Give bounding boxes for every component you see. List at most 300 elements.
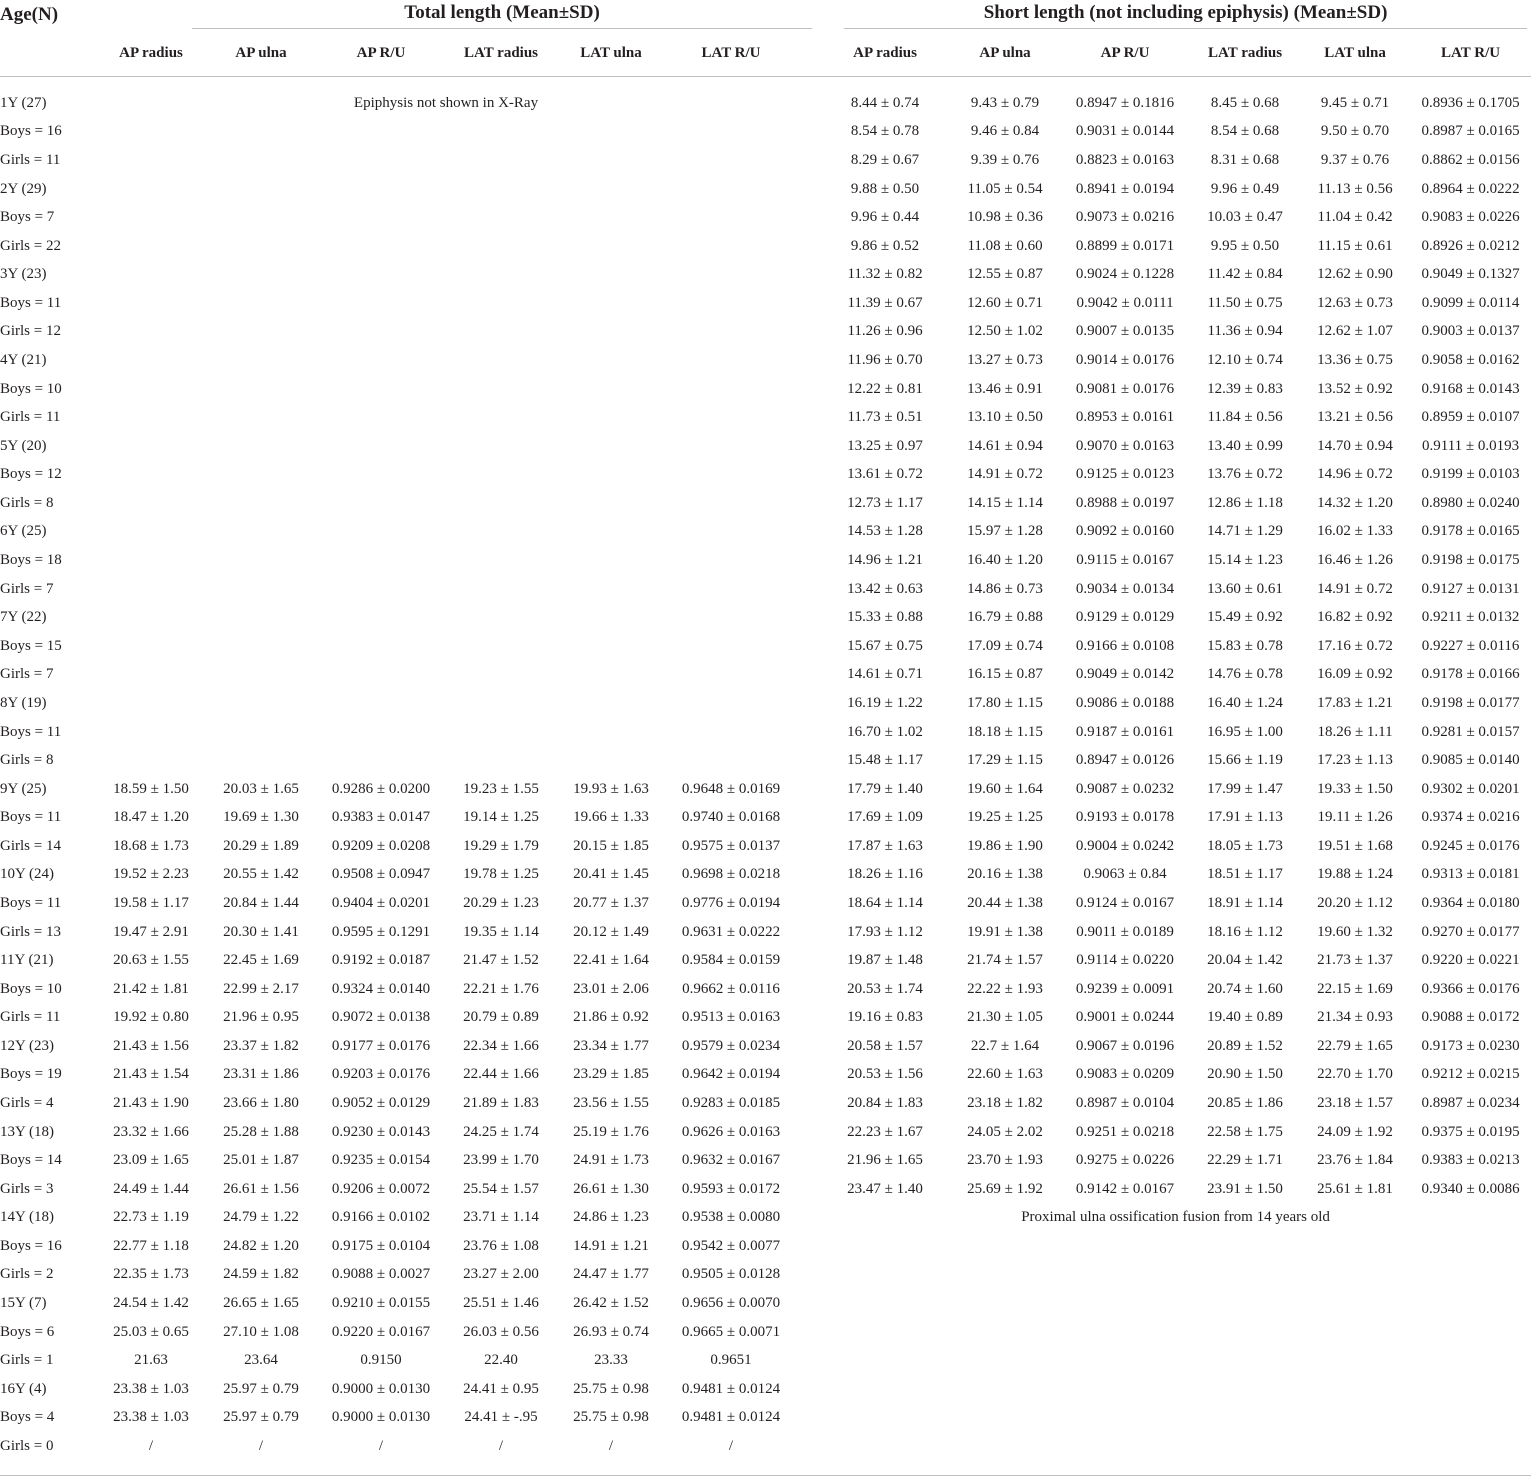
short-value-cell: 14.91 ± 0.72 xyxy=(1317,580,1393,597)
gap-cell xyxy=(796,1146,820,1175)
short-value-cell: 16.46 ± 1.26 xyxy=(1317,552,1393,569)
total-sub-header: LAT radius xyxy=(446,30,556,77)
total-value-cell: 0.9648 ± 0.0169 xyxy=(681,780,781,797)
gap-cell xyxy=(796,461,820,490)
gap-cell xyxy=(796,1089,820,1118)
table-row xyxy=(0,1175,1531,1204)
total-value-cell: 0.9505 ± 0.0128 xyxy=(681,1266,781,1283)
short-value-cell: 19.88 ± 1.24 xyxy=(1317,866,1393,883)
total-sub-header: AP ulna xyxy=(206,30,316,77)
short-value-cell: 17.99 ± 1.47 xyxy=(1207,780,1283,797)
table-row xyxy=(0,175,1531,204)
table-row xyxy=(0,375,1531,404)
table-row xyxy=(0,803,1531,832)
gap-cell xyxy=(796,289,820,318)
total-value-cell: 22.44 ± 1.66 xyxy=(463,1066,539,1083)
total-value-cell: 0.9088 ± 0.0027 xyxy=(331,1266,431,1283)
spacer-row xyxy=(0,77,1531,90)
total-value-cell: 0.9776 ± 0.0194 xyxy=(681,894,781,911)
age-cell: Girls = 2 xyxy=(0,1266,54,1283)
short-value-cell: 12.55 ± 0.87 xyxy=(967,266,1043,283)
total-value-cell: 0.9584 ± 0.0159 xyxy=(681,952,781,969)
total-value-cell: 0.9632 ± 0.0167 xyxy=(681,1152,781,1169)
short-value-cell: 13.10 ± 0.50 xyxy=(967,409,1043,426)
gap-cell xyxy=(796,1232,820,1261)
table-row xyxy=(0,518,1531,547)
total-value-cell: 22.35 ± 1.73 xyxy=(113,1266,189,1283)
short-value-cell: 0.9220 ± 0.0221 xyxy=(1421,952,1520,969)
short-value-cell: 19.87 ± 1.48 xyxy=(847,952,923,969)
short-value-cell: 22.23 ± 1.67 xyxy=(847,1123,923,1140)
short-value-cell: 16.70 ± 1.02 xyxy=(847,723,923,740)
age-cell: Girls = 7 xyxy=(0,666,54,683)
age-cell: Girls = 1 xyxy=(0,1352,54,1369)
table-row xyxy=(0,1261,1531,1290)
short-value-cell: 19.16 ± 0.83 xyxy=(847,1009,923,1026)
total-value-cell: / xyxy=(148,1437,154,1454)
short-value-cell: 21.34 ± 0.93 xyxy=(1317,1009,1393,1026)
short-value-cell: 0.9086 ± 0.0188 xyxy=(1075,694,1175,711)
short-value-cell: 0.9245 ± 0.0176 xyxy=(1421,837,1520,854)
table-row xyxy=(0,575,1531,604)
short-value-cell: 13.27 ± 0.73 xyxy=(967,351,1043,368)
gap-header xyxy=(796,30,820,77)
short-value-cell: 9.50 ± 0.70 xyxy=(1320,123,1390,140)
total-value-cell: 22.73 ± 1.19 xyxy=(113,1209,189,1226)
total-value-cell: / xyxy=(728,1437,734,1454)
short-value-cell: 11.04 ± 0.42 xyxy=(1317,209,1393,226)
short-value-cell: 0.9270 ± 0.0177 xyxy=(1421,923,1520,940)
short-value-cell: 14.76 ± 0.78 xyxy=(1207,666,1283,683)
short-value-cell: 0.8899 ± 0.0171 xyxy=(1075,237,1175,254)
total-value-cell: 0.9542 ± 0.0077 xyxy=(681,1237,781,1254)
short-value-cell: 24.05 ± 2.02 xyxy=(967,1123,1043,1140)
short-value-cell: 14.96 ± 1.21 xyxy=(847,552,923,569)
total-value-cell: 26.93 ± 0.74 xyxy=(573,1323,649,1340)
gap-cell xyxy=(796,1204,820,1233)
total-value-cell: 0.9286 ± 0.0200 xyxy=(331,780,431,797)
total-value-cell: 0.9150 xyxy=(360,1352,402,1369)
short-value-cell: 13.61 ± 0.72 xyxy=(847,466,923,483)
short-value-cell: 0.9004 ± 0.0242 xyxy=(1075,837,1175,854)
short-value-cell: 15.67 ± 0.75 xyxy=(847,637,923,654)
short-value-cell: 19.33 ± 1.50 xyxy=(1317,780,1393,797)
total-value-cell: 19.23 ± 1.55 xyxy=(463,780,539,797)
short-value-cell: 9.96 ± 0.49 xyxy=(1210,180,1280,197)
total-value-cell: 24.59 ± 1.82 xyxy=(223,1266,299,1283)
short-value-cell: 0.9111 ± 0.0193 xyxy=(1422,437,1520,454)
total-value-cell: 27.10 ± 1.08 xyxy=(223,1323,299,1340)
total-value-cell: 25.97 ± 0.79 xyxy=(223,1409,299,1426)
short-value-cell: 11.42 ± 0.84 xyxy=(1207,266,1283,283)
gap-cell xyxy=(796,1175,820,1204)
short-value-cell: 8.29 ± 0.67 xyxy=(850,151,920,168)
total-sub-header: LAT R/U xyxy=(666,30,796,77)
total-value-cell: 0.9383 ± 0.0147 xyxy=(331,809,431,826)
total-value-cell: 21.43 ± 1.90 xyxy=(113,1095,189,1112)
total-value-cell: 26.42 ± 1.52 xyxy=(573,1295,649,1312)
age-cell: Boys = 11 xyxy=(0,723,62,740)
short-value-cell: 25.61 ± 1.81 xyxy=(1317,1180,1393,1197)
short-value-cell: 0.9211 ± 0.0132 xyxy=(1421,609,1520,626)
total-value-cell: 0.9209 ± 0.0208 xyxy=(331,837,431,854)
total-value-cell: 0.9508 ± 0.0947 xyxy=(331,866,431,883)
age-cell: Girls = 4 xyxy=(0,1095,54,1112)
short-value-cell: 9.39 ± 0.76 xyxy=(970,151,1040,168)
short-value-cell: 0.8947 ± 0.0126 xyxy=(1075,752,1175,769)
empty-total-cell xyxy=(96,203,796,232)
total-value-cell: 0.9210 ± 0.0155 xyxy=(331,1295,431,1312)
age-cell: Girls = 3 xyxy=(0,1180,54,1197)
short-value-cell: 0.9375 ± 0.0195 xyxy=(1421,1123,1520,1140)
short-value-cell: 0.9275 ± 0.0226 xyxy=(1075,1152,1175,1169)
total-value-cell: 20.63 ± 1.55 xyxy=(113,952,189,969)
age-header: Age(N) xyxy=(0,4,59,25)
short-value-cell: 20.84 ± 1.83 xyxy=(847,1095,923,1112)
short-value-cell: 0.9227 ± 0.0116 xyxy=(1421,637,1520,654)
short-value-cell: 23.18 ± 1.82 xyxy=(967,1095,1043,1112)
short-value-cell: 0.8947 ± 0.1816 xyxy=(1075,94,1175,111)
age-cell: 4Y (21) xyxy=(0,351,47,368)
short-value-cell: 13.21 ± 0.56 xyxy=(1317,409,1393,426)
short-value-cell: 0.9366 ± 0.0176 xyxy=(1421,980,1520,997)
age-cell: 16Y (4) xyxy=(0,1380,47,1397)
total-value-cell: 20.29 ± 1.89 xyxy=(223,837,299,854)
short-value-cell: 18.51 ± 1.17 xyxy=(1207,866,1283,883)
total-value-cell: 24.41 ± -.95 xyxy=(464,1409,538,1426)
short-value-cell: 0.9087 ± 0.0232 xyxy=(1075,780,1175,797)
short-value-cell: 20.44 ± 1.38 xyxy=(967,894,1043,911)
short-sub-header: AP radius xyxy=(820,30,950,77)
total-value-cell: 20.29 ± 1.23 xyxy=(463,894,539,911)
short-value-cell: 23.76 ± 1.84 xyxy=(1317,1152,1393,1169)
total-value-cell: 0.9072 ± 0.0138 xyxy=(331,1009,431,1026)
total-value-cell: 24.54 ± 1.42 xyxy=(113,1295,189,1312)
short-value-cell: 0.9114 ± 0.0220 xyxy=(1076,952,1174,969)
empty-total-cell xyxy=(96,375,796,404)
total-value-cell: 0.9593 ± 0.0172 xyxy=(681,1180,781,1197)
table-row xyxy=(0,689,1531,718)
short-value-cell: 17.83 ± 1.21 xyxy=(1317,694,1393,711)
short-value-cell: 21.30 ± 1.05 xyxy=(967,1009,1043,1026)
table-row xyxy=(0,461,1531,490)
total-value-cell: 0.9481 ± 0.0124 xyxy=(681,1380,781,1397)
short-value-cell: 23.18 ± 1.57 xyxy=(1317,1095,1393,1112)
age-cell: 7Y (22) xyxy=(0,609,47,626)
short-value-cell: 16.15 ± 0.87 xyxy=(967,666,1043,683)
table-row xyxy=(0,1318,1531,1347)
short-value-cell: 20.16 ± 1.38 xyxy=(967,866,1043,883)
total-value-cell: 22.34 ± 1.66 xyxy=(463,1037,539,1054)
empty-short-cell xyxy=(820,1375,1531,1404)
empty-total-cell xyxy=(96,661,796,690)
table-row xyxy=(0,489,1531,518)
short-value-cell: 12.50 ± 1.02 xyxy=(967,323,1043,340)
short-value-cell: 19.60 ± 1.32 xyxy=(1317,923,1393,940)
short-value-cell: 20.58 ± 1.57 xyxy=(847,1037,923,1054)
short-value-cell: 0.8926 ± 0.0212 xyxy=(1421,237,1520,254)
total-value-cell: 19.47 ± 2.91 xyxy=(113,923,189,940)
short-value-cell: 18.16 ± 1.12 xyxy=(1207,923,1283,940)
short-value-cell: 0.8953 ± 0.0161 xyxy=(1075,409,1175,426)
short-value-cell: 0.9383 ± 0.0213 xyxy=(1421,1152,1520,1169)
table-row xyxy=(0,432,1531,461)
table-row xyxy=(0,746,1531,775)
gap-cell xyxy=(796,1346,820,1375)
short-value-cell: 14.61 ± 0.71 xyxy=(847,666,923,683)
total-value-cell: 0.9575 ± 0.0137 xyxy=(681,837,781,854)
short-value-cell: 11.36 ± 0.94 xyxy=(1207,323,1283,340)
total-length-label: Total length (Mean±SD) xyxy=(192,2,812,29)
short-value-cell: 0.9001 ± 0.0244 xyxy=(1075,1009,1175,1026)
short-sub-header: AP ulna xyxy=(950,30,1060,77)
total-value-cell: 18.59 ± 1.50 xyxy=(113,780,189,797)
total-value-cell: 0.9324 ± 0.0140 xyxy=(331,980,431,997)
short-value-cell: 14.61 ± 0.94 xyxy=(967,437,1043,454)
short-sub-header: LAT radius xyxy=(1190,30,1300,77)
short-value-cell: 21.74 ± 1.57 xyxy=(967,952,1043,969)
empty-short-cell xyxy=(820,1404,1531,1433)
short-value-cell: 17.93 ± 1.12 xyxy=(847,923,923,940)
age-cell: Boys = 10 xyxy=(0,980,62,997)
age-cell: Boys = 4 xyxy=(0,1409,55,1426)
gap-cell xyxy=(796,1375,820,1404)
short-value-cell: 20.89 ± 1.52 xyxy=(1207,1037,1283,1054)
gap-cell xyxy=(796,232,820,261)
table-row xyxy=(0,1289,1531,1318)
age-cell: 5Y (20) xyxy=(0,437,47,454)
short-value-cell: 13.52 ± 0.92 xyxy=(1317,380,1393,397)
short-value-cell: 0.8988 ± 0.0197 xyxy=(1075,494,1175,511)
short-value-cell: 15.83 ± 0.78 xyxy=(1207,637,1283,654)
gap-cell xyxy=(796,375,820,404)
total-value-cell: 23.29 ± 1.85 xyxy=(573,1066,649,1083)
total-value-cell: 24.49 ± 1.44 xyxy=(113,1180,189,1197)
short-length-label: Short length (not including epiphysis) (Mean±SD) xyxy=(844,2,1527,29)
short-value-cell: 18.26 ± 1.16 xyxy=(847,866,923,883)
short-value-cell: 0.9099 ± 0.0114 xyxy=(1421,294,1520,311)
age-cell: Boys = 15 xyxy=(0,637,62,654)
total-value-cell: 20.12 ± 1.49 xyxy=(573,923,649,940)
sub-header-blank xyxy=(0,30,96,77)
age-cell: Boys = 14 xyxy=(0,1152,62,1169)
total-value-cell: 23.31 ± 1.86 xyxy=(223,1066,299,1083)
short-value-cell: 12.63 ± 0.73 xyxy=(1317,294,1393,311)
short-value-cell: 0.9251 ± 0.0218 xyxy=(1075,1123,1175,1140)
short-value-cell: 11.08 ± 0.60 xyxy=(967,237,1043,254)
total-value-cell: 25.19 ± 1.76 xyxy=(573,1123,649,1140)
total-value-cell: 19.35 ± 1.14 xyxy=(463,923,539,940)
age-cell: 14Y (18) xyxy=(0,1209,55,1226)
total-value-cell: 25.28 ± 1.88 xyxy=(223,1123,299,1140)
spacer-cell xyxy=(0,77,1531,90)
short-value-cell: 11.26 ± 0.96 xyxy=(847,323,923,340)
short-value-cell: 0.9067 ± 0.0196 xyxy=(1075,1037,1175,1054)
epiphysis-note: Epiphysis not shown in X-Ray xyxy=(353,94,539,111)
total-value-cell: 19.58 ± 1.17 xyxy=(113,894,189,911)
table-row xyxy=(0,1232,1531,1261)
gap-cell xyxy=(796,603,820,632)
short-value-cell: 20.53 ± 1.56 xyxy=(847,1066,923,1083)
total-value-cell: 19.92 ± 0.80 xyxy=(113,1009,189,1026)
short-value-cell: 10.03 ± 0.47 xyxy=(1207,209,1283,226)
short-value-cell: 8.44 ± 0.74 xyxy=(850,94,920,111)
age-cell: Boys = 7 xyxy=(0,209,55,226)
short-value-cell: 0.8987 ± 0.0104 xyxy=(1075,1095,1175,1112)
short-value-cell: 13.60 ± 0.61 xyxy=(1207,580,1283,597)
age-cell: Girls = 13 xyxy=(0,923,61,940)
total-sub-header: LAT ulna xyxy=(556,30,666,77)
age-cell: Girls = 0 xyxy=(0,1437,54,1454)
table-row xyxy=(0,661,1531,690)
sub-header-row xyxy=(0,30,1531,77)
total-value-cell: 23.34 ± 1.77 xyxy=(573,1037,649,1054)
total-value-cell: 23.27 ± 2.00 xyxy=(463,1266,539,1283)
table-row xyxy=(0,1375,1531,1404)
total-value-cell: 0.9631 ± 0.0222 xyxy=(681,923,781,940)
short-value-cell: 14.32 ± 1.20 xyxy=(1317,494,1393,511)
total-value-cell: 22.45 ± 1.69 xyxy=(223,952,299,969)
short-value-cell: 22.60 ± 1.63 xyxy=(967,1066,1043,1083)
short-value-cell: 0.9085 ± 0.0140 xyxy=(1421,752,1520,769)
short-value-cell: 0.9024 ± 0.1228 xyxy=(1075,266,1175,283)
empty-total-cell xyxy=(96,718,796,747)
empty-short-cell xyxy=(820,1289,1531,1318)
age-cell: Girls = 14 xyxy=(0,837,61,854)
short-value-cell: 0.9142 ± 0.0167 xyxy=(1075,1180,1175,1197)
short-value-cell: 0.9187 ± 0.0161 xyxy=(1075,723,1175,740)
table-row xyxy=(0,232,1531,261)
gap-cell xyxy=(796,775,820,804)
short-value-cell: 0.9031 ± 0.0144 xyxy=(1075,123,1175,140)
gap-cell xyxy=(796,260,820,289)
total-value-cell: 20.55 ± 1.42 xyxy=(223,866,299,883)
short-value-cell: 0.9364 ± 0.0180 xyxy=(1421,894,1520,911)
total-value-cell: 24.47 ± 1.77 xyxy=(573,1266,649,1283)
empty-total-cell xyxy=(96,518,796,547)
short-value-cell: 8.54 ± 0.68 xyxy=(1210,123,1280,140)
total-value-cell: 24.79 ± 1.22 xyxy=(223,1209,299,1226)
total-value-cell: 22.41 ± 1.64 xyxy=(573,952,649,969)
short-value-cell: 12.86 ± 1.18 xyxy=(1207,494,1283,511)
short-value-cell: 19.25 ± 1.25 xyxy=(967,809,1043,826)
short-value-cell: 10.98 ± 0.36 xyxy=(967,209,1043,226)
short-value-cell: 18.64 ± 1.14 xyxy=(847,894,923,911)
short-value-cell: 18.26 ± 1.11 xyxy=(1317,723,1393,740)
total-value-cell: 0.9642 ± 0.0194 xyxy=(681,1066,781,1083)
age-cell: Boys = 6 xyxy=(0,1323,55,1340)
short-value-cell: 17.80 ± 1.15 xyxy=(967,694,1043,711)
short-value-cell: 20.53 ± 1.74 xyxy=(847,980,923,997)
age-cell: 8Y (19) xyxy=(0,694,47,711)
table-row xyxy=(0,1061,1531,1090)
empty-total-cell xyxy=(96,489,796,518)
total-value-cell: 0.9192 ± 0.0187 xyxy=(331,952,431,969)
total-value-cell: 23.37 ± 1.82 xyxy=(223,1037,299,1054)
short-value-cell: 21.96 ± 1.65 xyxy=(847,1152,923,1169)
short-value-cell: 0.9124 ± 0.0167 xyxy=(1075,894,1175,911)
empty-total-cell xyxy=(96,603,796,632)
empty-total-cell xyxy=(96,461,796,490)
total-value-cell: 21.42 ± 1.81 xyxy=(113,980,189,997)
gap-cell xyxy=(796,718,820,747)
total-value-cell: 0.9538 ± 0.0080 xyxy=(681,1209,781,1226)
total-value-cell: 20.79 ± 0.89 xyxy=(463,1009,539,1026)
total-value-cell: 20.15 ± 1.85 xyxy=(573,837,649,854)
table-row xyxy=(0,832,1531,861)
total-value-cell: 18.47 ± 1.20 xyxy=(113,809,189,826)
total-value-cell: 20.30 ± 1.41 xyxy=(223,923,299,940)
total-value-cell: 19.78 ± 1.25 xyxy=(463,866,539,883)
total-value-cell: 21.86 ± 0.92 xyxy=(573,1009,649,1026)
short-value-cell: 16.40 ± 1.20 xyxy=(967,552,1043,569)
table-row xyxy=(0,1004,1531,1033)
age-cell: 6Y (25) xyxy=(0,523,47,540)
table-row xyxy=(0,289,1531,318)
total-value-cell: 0.9740 ± 0.0168 xyxy=(681,809,781,826)
total-value-cell: 0.9235 ± 0.0154 xyxy=(331,1152,431,1169)
total-value-cell: / xyxy=(498,1437,504,1454)
short-value-cell: 13.40 ± 0.99 xyxy=(1207,437,1283,454)
gap-cell xyxy=(796,175,820,204)
short-value-cell: 15.48 ± 1.17 xyxy=(847,752,923,769)
table-row xyxy=(0,632,1531,661)
total-sub-header: AP radius xyxy=(96,30,206,77)
total-value-cell: 0.9175 ± 0.0104 xyxy=(331,1237,431,1254)
total-value-cell: 19.66 ± 1.33 xyxy=(573,809,649,826)
short-value-cell: 19.11 ± 1.26 xyxy=(1317,809,1393,826)
age-cell: Girls = 8 xyxy=(0,752,54,769)
total-value-cell: 0.9656 ± 0.0070 xyxy=(681,1295,781,1312)
table-row xyxy=(0,603,1531,632)
total-value-cell: 18.68 ± 1.73 xyxy=(113,837,189,854)
total-value-cell: 0.9230 ± 0.0143 xyxy=(331,1123,431,1140)
short-value-cell: 17.91 ± 1.13 xyxy=(1207,809,1283,826)
total-value-cell: 0.9665 ± 0.0071 xyxy=(681,1323,781,1340)
gap-cell xyxy=(796,1432,820,1461)
short-value-cell: 12.62 ± 1.07 xyxy=(1317,323,1393,340)
gap-cell xyxy=(796,632,820,661)
age-cell: Boys = 16 xyxy=(0,123,62,140)
short-value-cell: 0.9063 ± 0.84 xyxy=(1083,866,1167,883)
age-cell: Girls = 8 xyxy=(0,494,54,511)
table-row xyxy=(0,546,1531,575)
short-value-cell: 9.45 ± 0.71 xyxy=(1320,94,1390,111)
short-value-cell: 0.9302 ± 0.0201 xyxy=(1421,780,1520,797)
gap-cell xyxy=(796,575,820,604)
short-value-cell: 0.9049 ± 0.0142 xyxy=(1075,666,1175,683)
age-cell: Boys = 11 xyxy=(0,894,62,911)
short-value-cell: 20.04 ± 1.42 xyxy=(1207,952,1283,969)
short-value-cell: 19.91 ± 1.38 xyxy=(967,923,1043,940)
total-value-cell: 23.38 ± 1.03 xyxy=(113,1409,189,1426)
table-row xyxy=(0,1089,1531,1118)
short-sub-header: LAT R/U xyxy=(1410,30,1531,77)
age-cell: 11Y (21) xyxy=(0,952,54,969)
total-value-cell: 25.51 ± 1.46 xyxy=(463,1295,539,1312)
total-value-cell: 21.89 ± 1.83 xyxy=(463,1095,539,1112)
table-row xyxy=(0,318,1531,347)
age-cell: Boys = 11 xyxy=(0,294,62,311)
total-value-cell: 26.61 ± 1.30 xyxy=(573,1180,649,1197)
short-value-cell: 20.90 ± 1.50 xyxy=(1207,1066,1283,1083)
age-cell: 9Y (25) xyxy=(0,780,47,797)
total-value-cell: 22.21 ± 1.76 xyxy=(463,980,539,997)
short-value-cell: 0.8941 ± 0.0194 xyxy=(1075,180,1175,197)
total-value-cell: 22.99 ± 2.17 xyxy=(223,980,299,997)
total-value-cell: 19.14 ± 1.25 xyxy=(463,809,539,826)
age-cell: Girls = 12 xyxy=(0,323,61,340)
